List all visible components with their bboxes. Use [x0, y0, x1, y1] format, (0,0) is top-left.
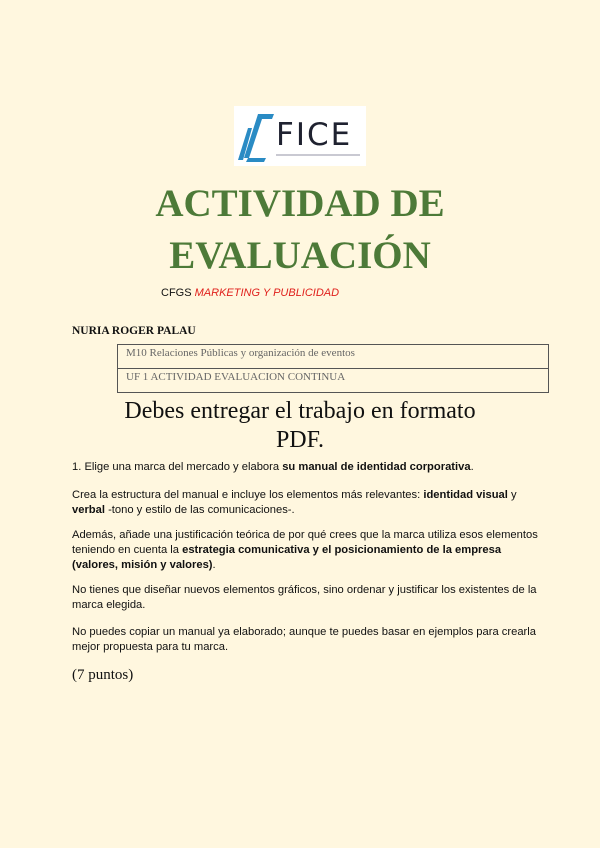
instruction-paragraph-3	[72, 528, 542, 573]
p3-text-c: .	[212, 559, 216, 571]
title-line-1: ACTIVIDAD DE	[155, 182, 445, 225]
instruction-paragraph-5: No puedes copiar un manual ya elaborado; aunque te puedes basar en ejemplos para crearla mejor propuesta para tu marca.	[72, 626, 536, 653]
p1-text-a: 1. Elige una marca del mercado y elabora	[72, 461, 283, 473]
module-row-subject: M10 Relaciones Públicas y organización de eventos	[118, 345, 548, 369]
p2-bold-identity: identidad visual	[423, 489, 508, 501]
p2-text-c: y	[507, 489, 517, 501]
title-line-2: EVALUACIÓN	[169, 234, 431, 277]
page-title	[100, 178, 500, 282]
logo-tagline-line	[276, 154, 360, 156]
fice-logo-mark-icon	[234, 106, 278, 166]
p2-text-a: Crea la estructura del manual e incluye los elementos más relevantes:	[72, 489, 424, 501]
p3-bold: estrategia comunicativa y el posicionamiento de la empresa (valores, misión y valores)	[72, 544, 502, 571]
p3-text-a: Además, añade una justificación teórica de por qué crees que la marca utiliza esos elementos teniendo en cuenta la	[72, 529, 538, 556]
p1-text-c: .	[470, 461, 474, 473]
program-prefix: CFGS	[161, 287, 192, 299]
heading-line-1: Debes entregar el trabajo en formato	[124, 398, 476, 424]
module-row-unit: UF 1 ACTIVIDAD EVALUACION CONTINUA	[126, 371, 346, 383]
logo-text: FICE	[276, 117, 353, 153]
instruction-paragraph-4: No tienes que diseñar nuevos elementos gráficos, sino ordenar y justificar los existentes de la marca elegida.	[72, 584, 537, 611]
p1-bold: su manual de identidad corporativa	[282, 461, 471, 473]
instruction-paragraph-2	[72, 488, 542, 518]
program-line	[161, 287, 339, 299]
instruction-paragraph-1	[72, 460, 542, 475]
heading-line-2: PDF.	[275, 427, 325, 453]
module-table	[117, 344, 549, 393]
points-value: (7 puntos)	[72, 667, 134, 683]
p2-bold-verbal: verbal	[72, 504, 105, 516]
program-name: MARKETING Y PUBLICIDAD	[194, 287, 340, 299]
fice-logo	[234, 106, 366, 166]
p2-text-e: -tono y estilo de las comunicaciones-.	[104, 504, 295, 516]
delivery-heading	[70, 397, 530, 455]
author-name: NURIA ROGER PALAU	[72, 325, 196, 337]
